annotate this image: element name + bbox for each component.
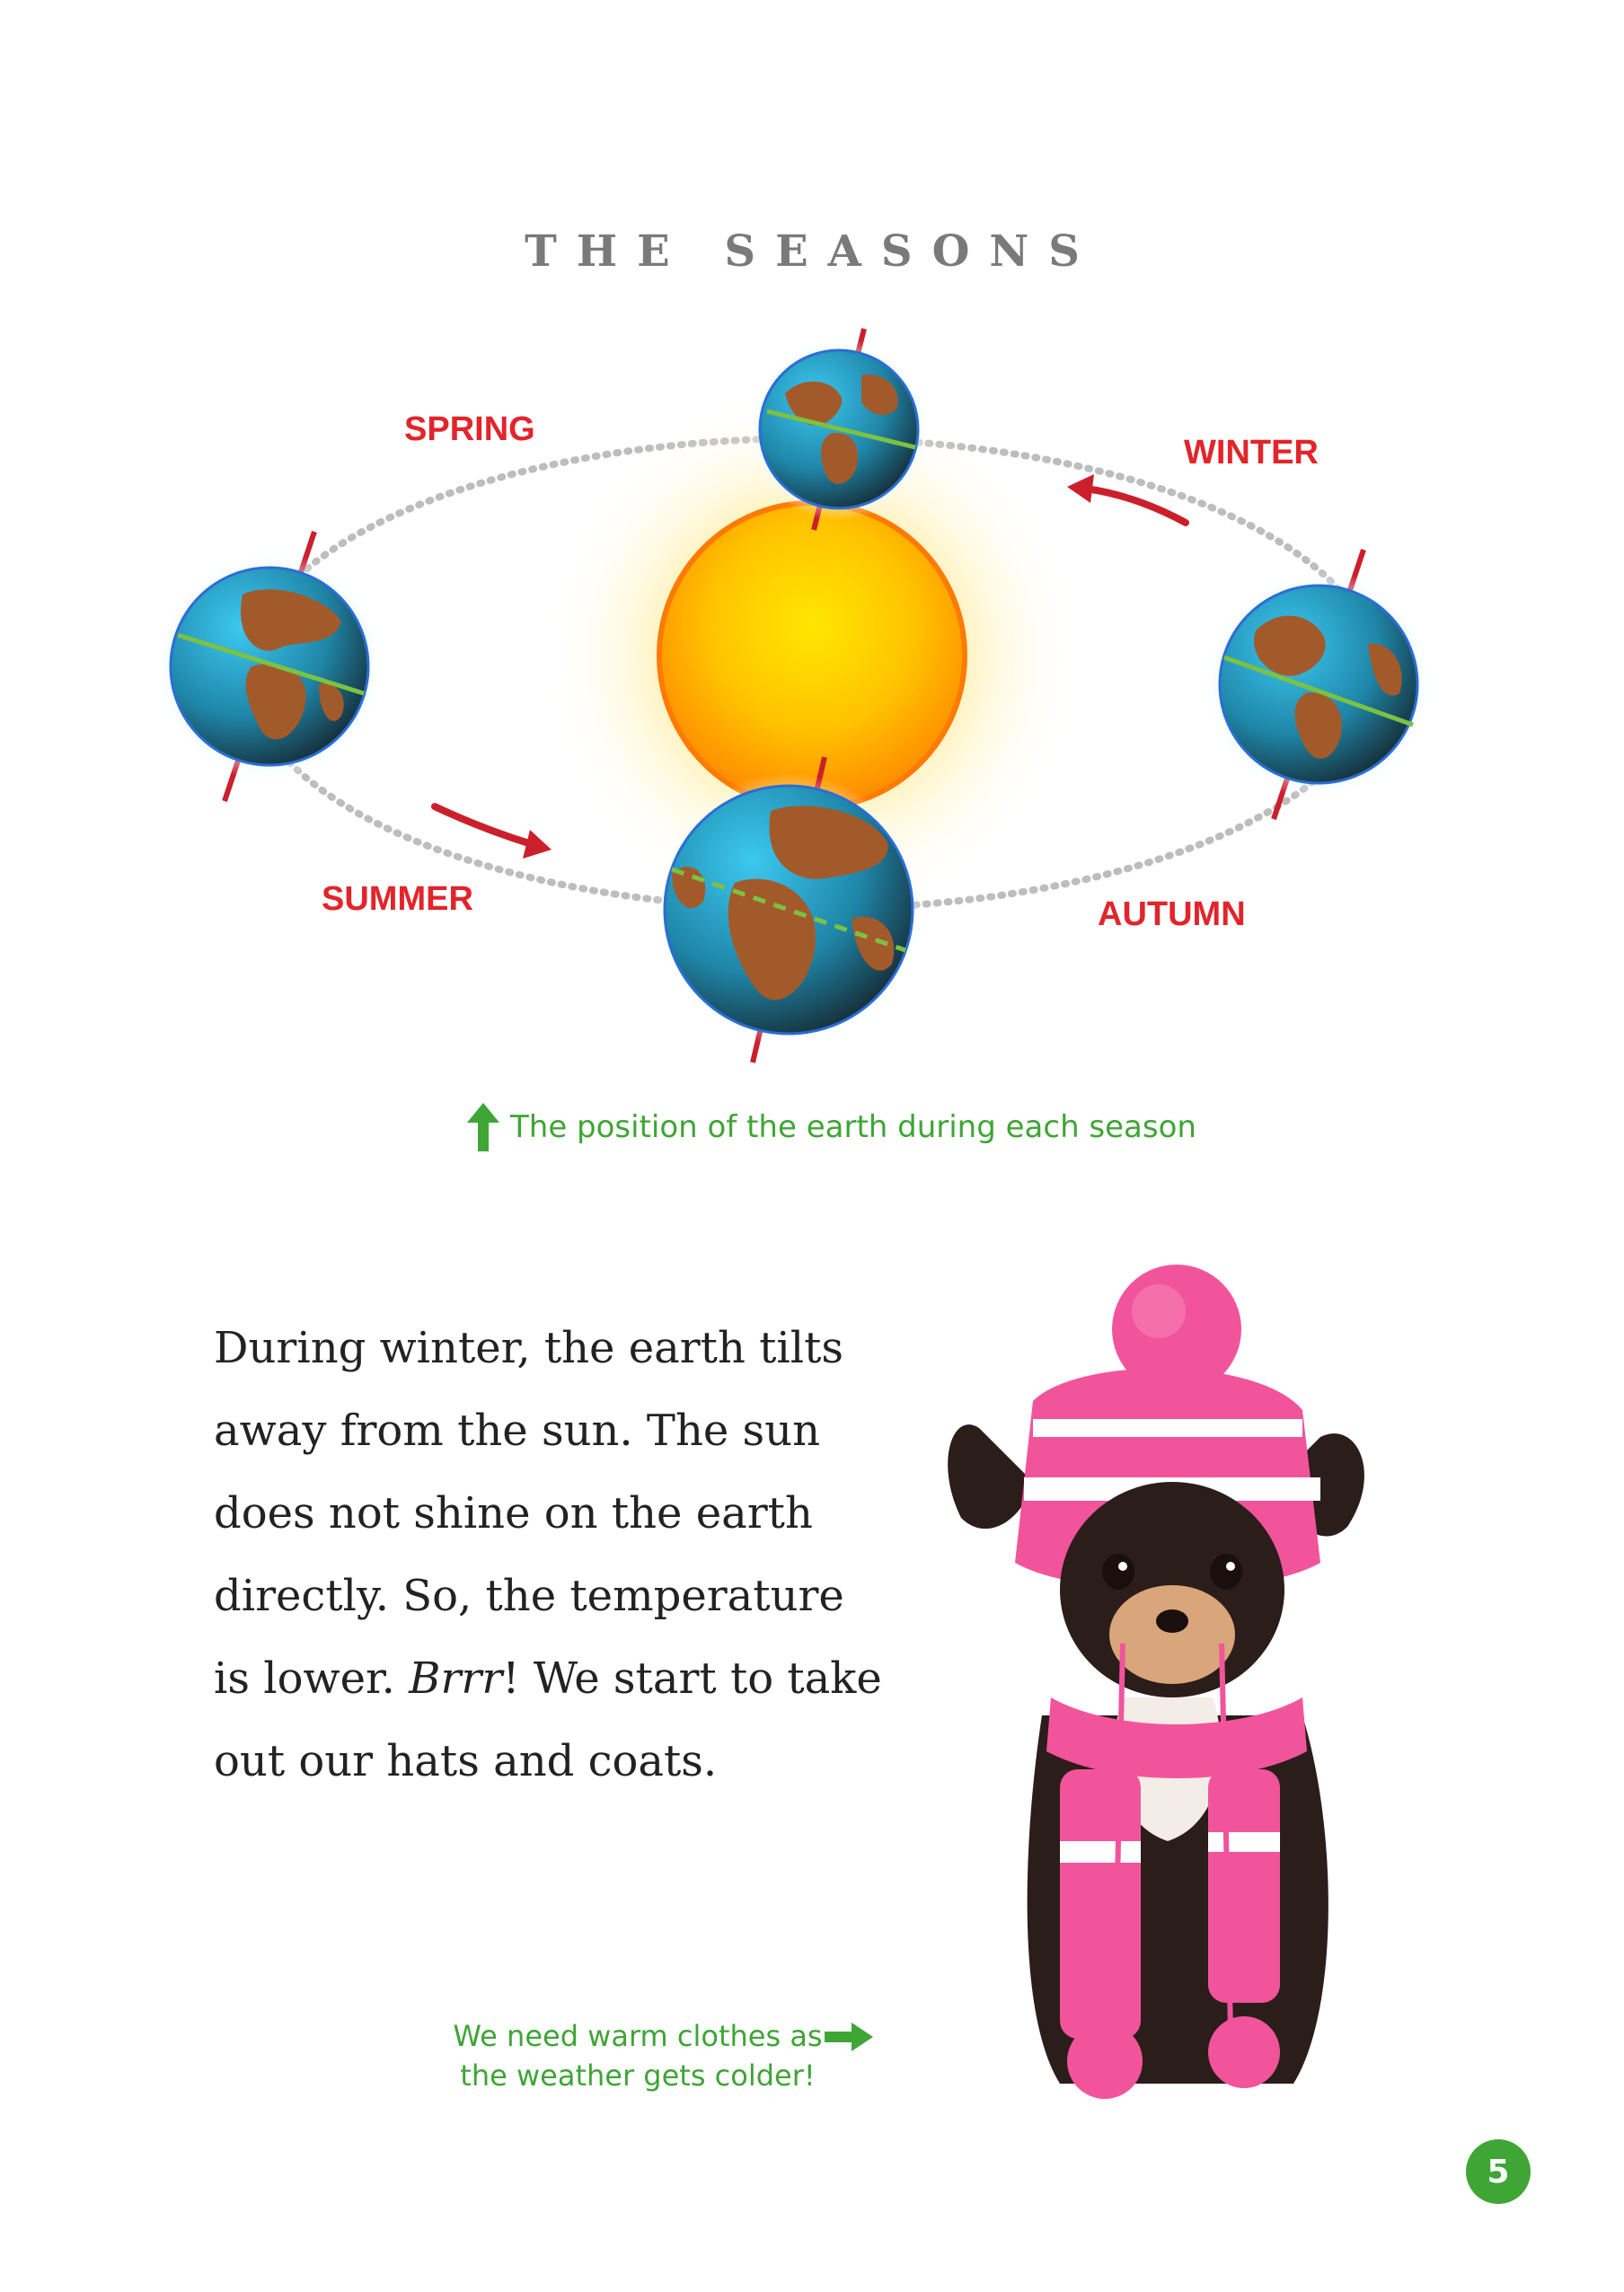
body-text-segment: ! We start to take [502,1653,882,1704]
label-winter: WINTER [1184,434,1319,472]
diagram-caption [467,1100,1196,1154]
arrow-winter-head [1067,474,1094,503]
earth-left [154,532,384,801]
label-spring: SPRING [404,410,535,448]
label-summer: SUMMER [322,880,473,918]
body-emphasis: Brrr [409,1653,503,1704]
body-line: directly. So, the temperature [214,1571,844,1621]
body-line: out our hats and coats. [214,1736,718,1786]
diagram-caption-text: The position of the earth during each season [510,1109,1196,1145]
page-number: 5 [1466,2139,1531,2204]
photo-caption-line: We need warm clothes as [453,2019,823,2053]
arrow-right-icon [825,2023,873,2051]
photo-caption-line: the weather gets colder! [460,2058,816,2093]
label-autumn: AUTUMN [1098,895,1246,933]
arrow-summer [435,807,532,844]
sun [659,503,965,808]
body-paragraph [214,1307,896,1803]
photo-caption [440,2016,835,2095]
body-line: During winter, the earth tilts [214,1323,844,1373]
body-line: does not shine on the earth [214,1488,813,1538]
arrow-up-icon [467,1103,499,1151]
page-title: THE SEASONS [525,226,1099,277]
body-text-segment: is lower. [214,1653,410,1704]
dog-photo [898,1248,1401,2129]
arrow-summer-head [523,830,552,859]
body-line [214,1637,896,1720]
seasons-diagram [0,296,1624,1087]
earth-right [1204,550,1434,819]
body-line: away from the sun. The sun [214,1406,820,1456]
